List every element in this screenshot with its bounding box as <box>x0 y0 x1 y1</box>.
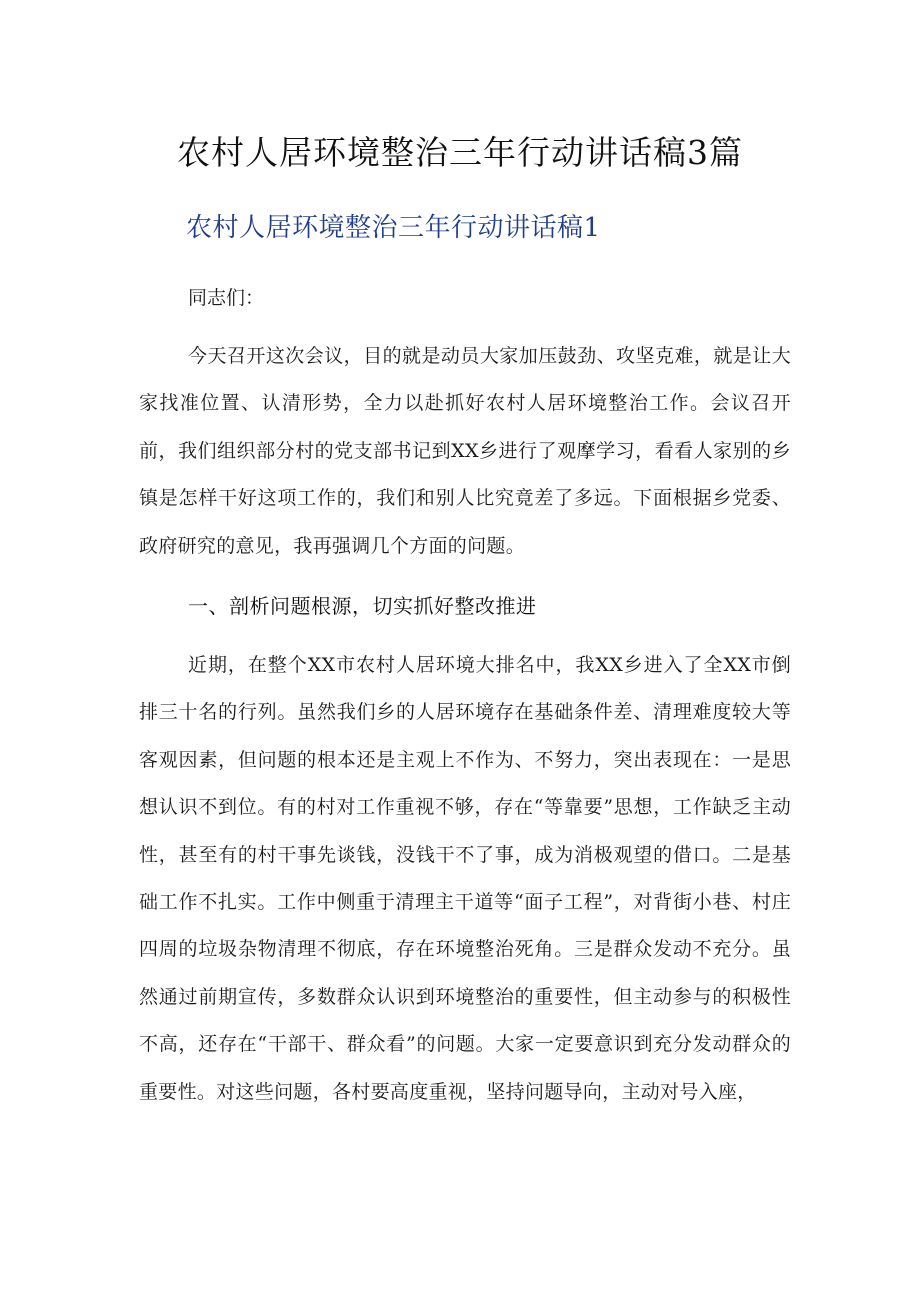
subheading-1: 一、剖析问题根源，切实抓好整改推进 <box>188 594 537 618</box>
salutation: 同志们： <box>188 287 265 309</box>
document-title: 农村人居环境整治三年行动讲话稿3篇 <box>177 133 743 172</box>
body-paragraph-1: 今天召开这次会议，目的就是动员大家加压鼓劲、攻坚克难，就是让大家找准位置、认清形势，全力以赴抓好农村人居环境整治工作。会议召开前，我们组织部分村的党支部书记到XX乡进行了观摩学习，看看人家别的乡镇是怎样干好这项工作的，我们和别人比究竟差了多远。下面根据乡党委、政府研究的意见，我再强调几个方面的问题。 <box>139 345 791 557</box>
body-paragraph-2: 近期，在整个XX市农村人居环境大排名中，我XX乡进入了全XX市倒排三十名的行列。虽然我们乡的人居环境存在基础条件差、清理难度较大等客观因素，但问题的根本还是主观上不作为、不努力，突出表现在：一是思想认识不到位。有的村对工作重视不够，存在“等靠要”思想，工作缺乏主动性，甚至有的村干事先谈钱，没钱干不了事，成为消极观望的借口。二是基础工作不扎实。工作中侧重于清理主干道等“面子工程”，对背街小巷、村庄四周的垃圾杂物清理不彻底，存在环境整治死角。三是群众发动不充分。虽然通过前期宣传，多数群众认识到环境整治的重要性，但主动参与的积极性不高，还存在“干部干、群众看”的问题。大家一定要意识到充分发动群众的重要性。对这些问题，各村要高度重视，坚持问题导向，主动对号入座， <box>139 654 791 1103</box>
section-heading: 农村人居环境整治三年行动讲话稿1 <box>186 213 601 243</box>
